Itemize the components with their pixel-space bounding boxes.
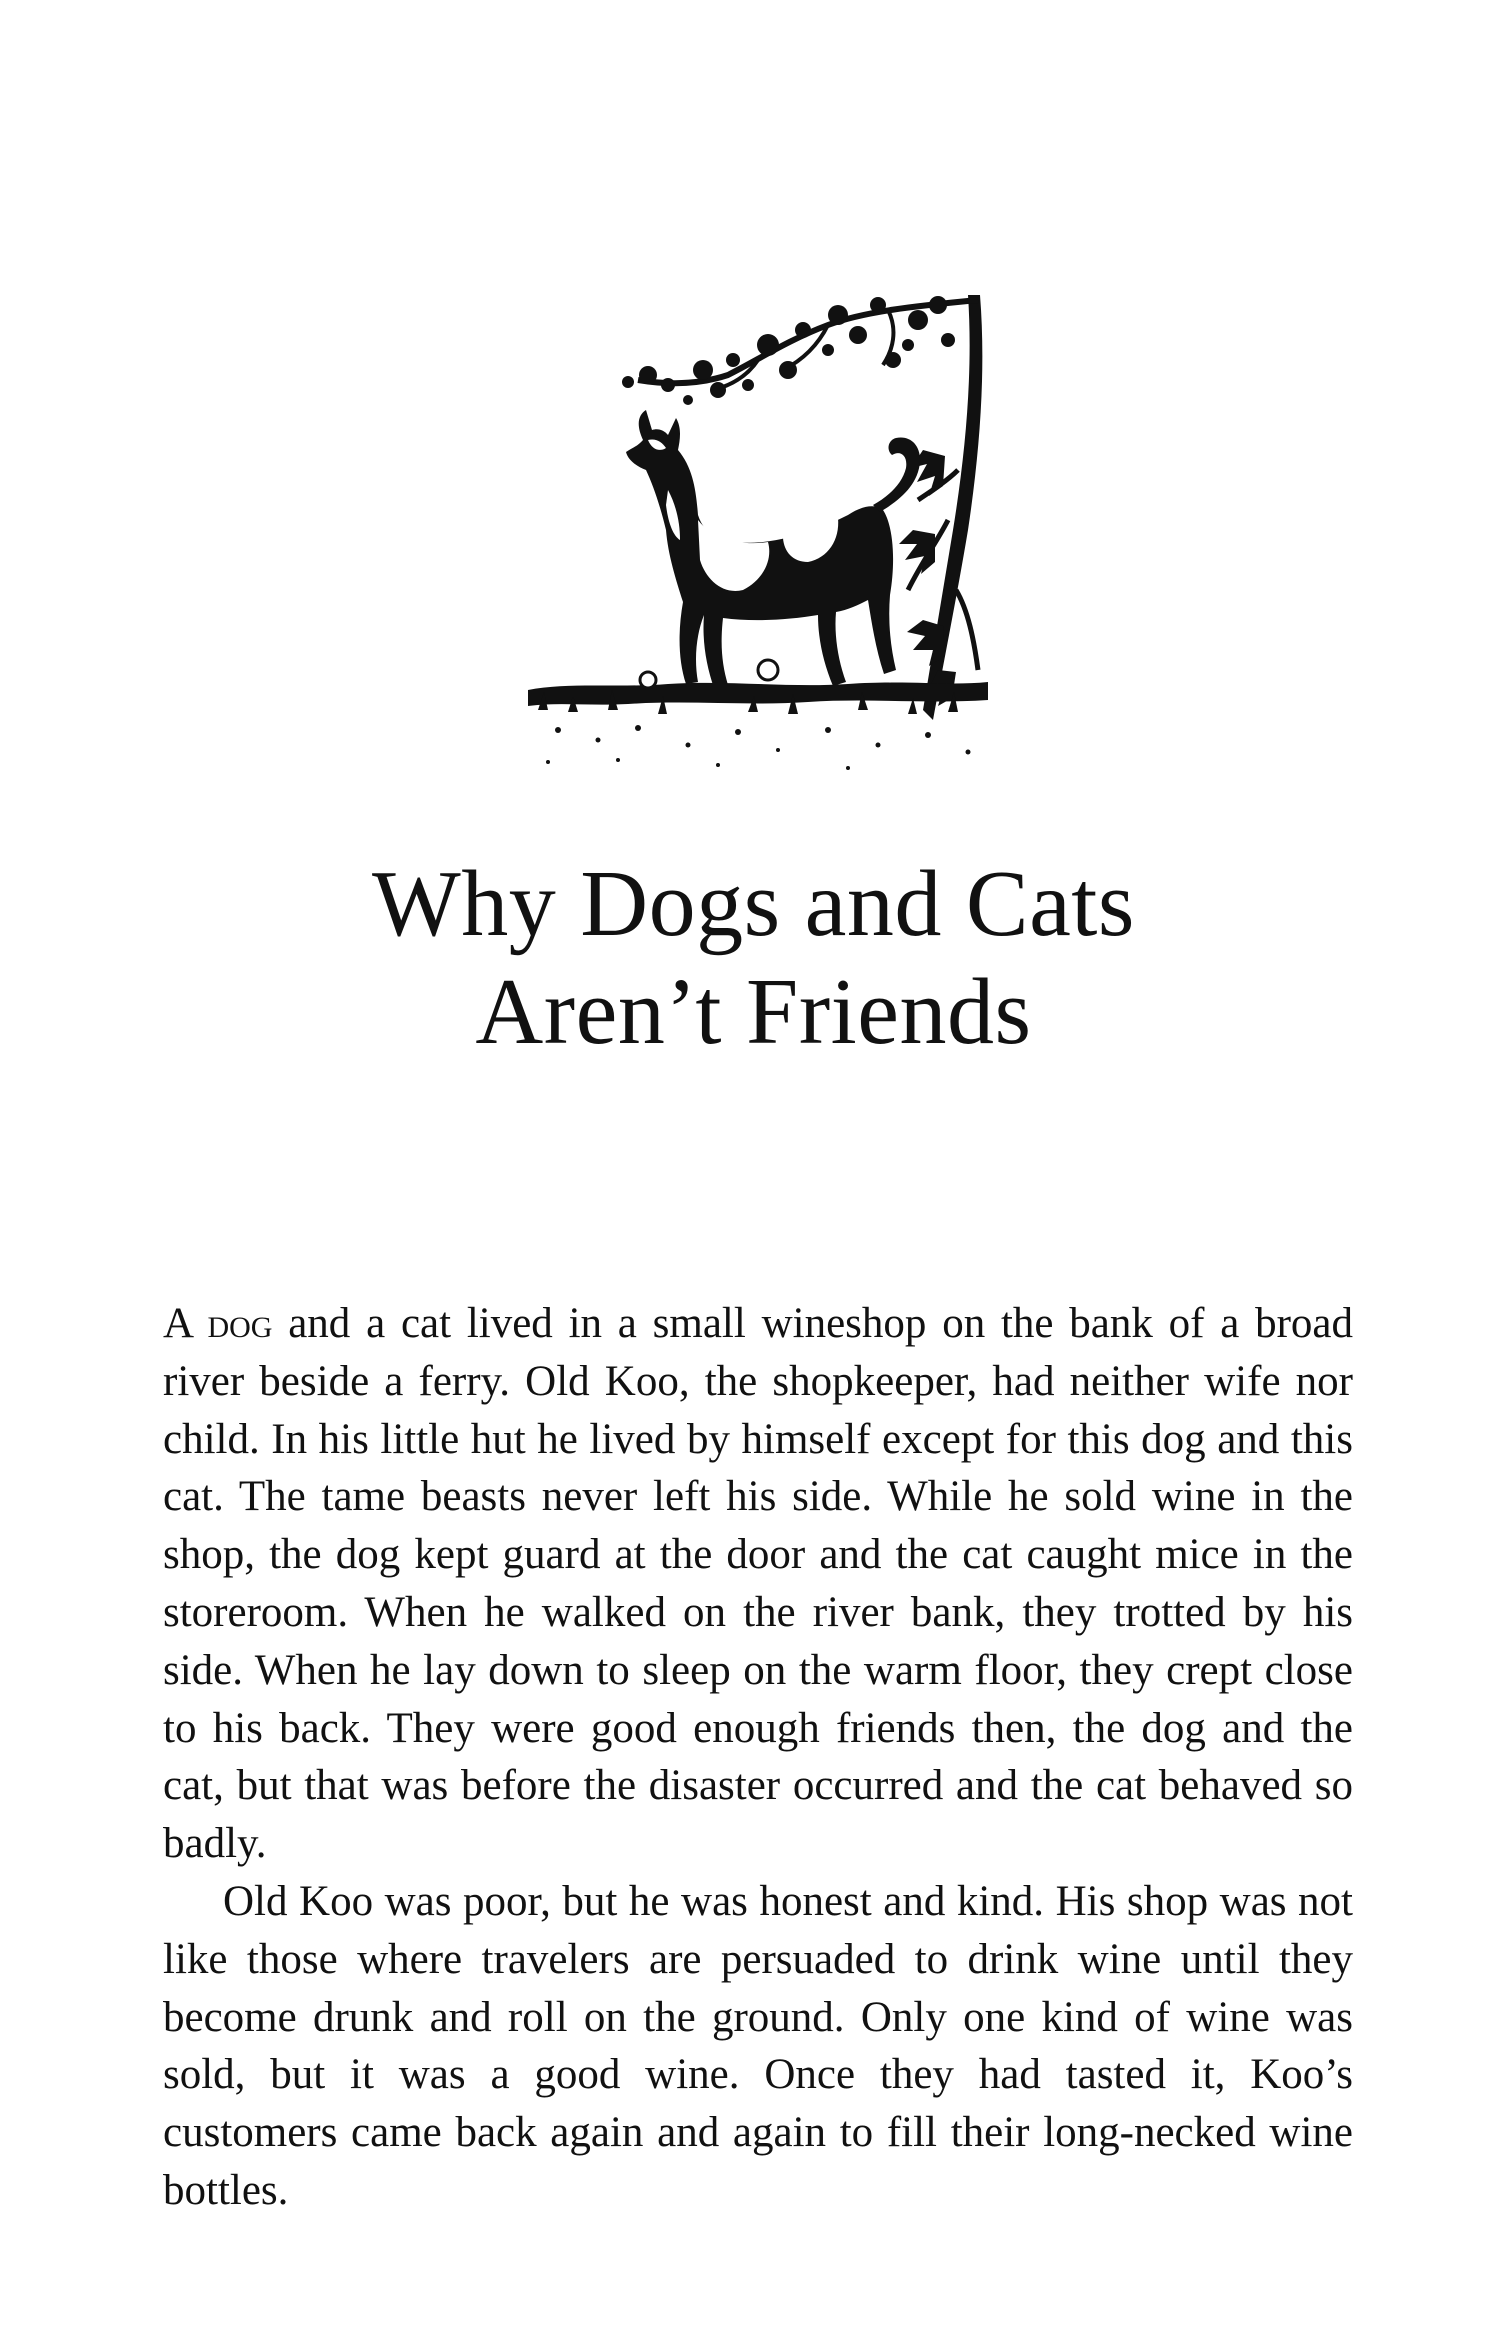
paragraph-1 xyxy=(163,1295,1353,1873)
dog-under-tree-illustration xyxy=(528,290,988,780)
paragraph-2 xyxy=(163,1873,1353,2220)
paragraph-1-text: and a cat lived in a small wineshop on the bank of a broad river beside a ferry. Old Koo, the shopkeeper, had neither wife nor child. In his little hut he lived by himself except for this dog and this cat. The tame beasts never left his side. While he sold wine in the shop, the dog kept guard at the door and the cat caught mice in the storeroom. When he walked on the river bank, they trotted by his side. When he lay down to sleep on the warm floor, they crept close to his back. They were good enough friends then, the dog and the cat, but that was before the disaster occurred and the cat behaved so badly. xyxy=(163,1300,1353,1868)
chapter-title-line-2: Aren’t Friends xyxy=(475,960,1032,1064)
dog-under-tree-icon xyxy=(528,290,988,780)
paragraph-2-text: Old Koo was poor, but he was honest and kind. His shop was not like those where travelers are persuaded to drink wine until they become drunk and roll on the ground. Only one kind of wine was sold, but it was a good wine. Once they had tasted it, Koo’s customers came back again and again to fill their long-necked wine bottles. xyxy=(163,1877,1353,2214)
story-text xyxy=(163,1295,1353,2220)
chapter-title-line-1: Why Dogs and Cats xyxy=(371,852,1136,956)
paragraph-lead: A dog xyxy=(163,1300,273,1347)
chapter-title xyxy=(0,850,1507,1066)
